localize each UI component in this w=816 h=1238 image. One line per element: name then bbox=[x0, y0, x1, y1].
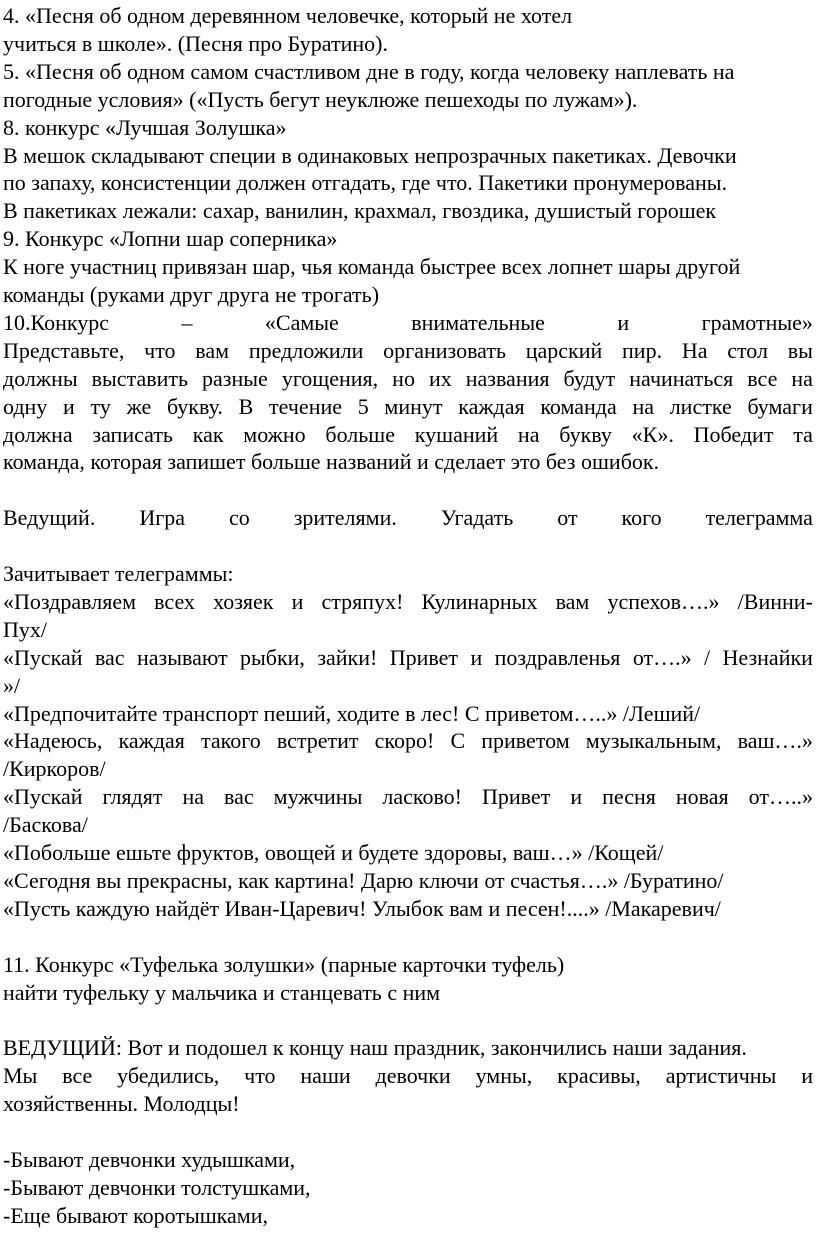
text-line: 10.Конкурс – «Самые внимательные и грамотные» bbox=[3, 309, 813, 335]
text-line: должна записать как можно больше кушаний на букву «К». Победит та bbox=[3, 421, 813, 447]
text-line: «Пусть каждую найдёт Иван-Царевич! Улыбок вам и песен!....» /Макаревич/ bbox=[3, 895, 721, 921]
text-line: «Поздравляем всех хозяек и стряпух! Кулинарных вам успехов….» /Винни- bbox=[3, 588, 813, 614]
text-line: К ноге участниц привязан шар, чья команда быстрее всех лопнет шары другой bbox=[3, 254, 741, 280]
text-line: одну и ту же букву. В течение 5 минут каждая команда на листке бумаги bbox=[3, 393, 813, 419]
text-line: 8. конкурс «Лучшая Золушка» bbox=[3, 114, 287, 140]
text-line: «Сегодня вы прекрасны, как картина! Дарю ключи от счастья….» /Буратино/ bbox=[3, 867, 724, 893]
text-line: Мы все убедились, что наши девочки умны, красивы, артистичны и bbox=[3, 1063, 813, 1089]
blank-line bbox=[3, 924, 813, 950]
text-line: -Еще бывают коротышками, bbox=[3, 1202, 268, 1228]
text-line: /Киркоров/ bbox=[3, 756, 106, 782]
text-line: найти туфельку у мальчика и станцевать с ним bbox=[3, 979, 441, 1005]
text-line: «Пускай глядят на вас мужчины ласково! Привет и песня новая от…..» bbox=[3, 784, 813, 810]
text-line: должны выставить разные угощения, но их названия будут начинаться все на bbox=[3, 365, 813, 391]
text-line: В мешок складывают специи в одинаковых непрозрачных пакетиках. Девочки bbox=[3, 142, 737, 168]
text-line: Представьте, что вам предложили организовать царский пир. На стол вы bbox=[3, 337, 813, 363]
text-line: по запаху, консистенции должен отгадать, где что. Пакетики пронумерованы. bbox=[3, 170, 728, 196]
text-line: ВЕДУЩИЙ: Вот и подошел к концу наш праздник, закончились наши задания. bbox=[3, 1035, 747, 1061]
blank-line bbox=[3, 533, 813, 559]
text-line: Зачитывает телеграммы: bbox=[3, 561, 234, 586]
text-line: -Бывают девчонки толстушками, bbox=[3, 1174, 311, 1200]
text-line: Ведущий. Игра со зрителями. Угадать от кого телеграмма bbox=[3, 505, 813, 531]
blank-line bbox=[3, 477, 813, 503]
text-line: 4. «Песня об одном деревянном человечке, который не хотел bbox=[3, 3, 573, 28]
text-line: команда, которая запишет больше названий и сделает это без ошибок. bbox=[3, 449, 660, 475]
text-line: «Побольше ешьте фруктов, овощей и будете здоровы, ваш…» /Кощей/ bbox=[3, 840, 664, 865]
text-line: 9. Конкурс «Лопни шар соперника» bbox=[3, 226, 338, 252]
text-line: «Пускай вас называют рыбки, зайки! Привет и поздравленья от….» / Незнайки bbox=[3, 644, 813, 670]
text-line: хозяйственны. Молодцы! bbox=[3, 1091, 240, 1117]
text-line: /Баскова/ bbox=[3, 812, 88, 838]
text-line: 5. «Песня об одном самом счастливом дне в году, когда человеку наплевать на bbox=[3, 58, 735, 84]
text-line: команды (руками друг друга не трогать) bbox=[3, 282, 380, 307]
text-line: В пакетиках лежали: сахар, ванилин, крахмал, гвоздика, душистый горошек bbox=[3, 198, 717, 224]
text-line: -Бывают девчонки худышками, bbox=[3, 1146, 296, 1172]
blank-line bbox=[3, 1007, 813, 1033]
text-line: Пух/ bbox=[3, 616, 47, 642]
blank-line bbox=[3, 1119, 813, 1145]
text-line: учиться в школе». (Песня про Буратино). bbox=[3, 30, 388, 56]
text-line: «Предпочитайте транспорт пеший, ходите в лес! С приветом…..» /Леший/ bbox=[3, 700, 701, 726]
text-line: «Надеюсь, каждая такого встретит скоро! С приветом музыкальным, ваш….» bbox=[3, 728, 813, 754]
text-line: »/ bbox=[3, 672, 21, 698]
text-line: погодные условия» («Пусть бегут неуклюже пешеходы по лужам»). bbox=[3, 86, 638, 112]
text-line: 11. Конкурс «Туфелька золушки» (парные карточки туфель) bbox=[3, 951, 565, 977]
